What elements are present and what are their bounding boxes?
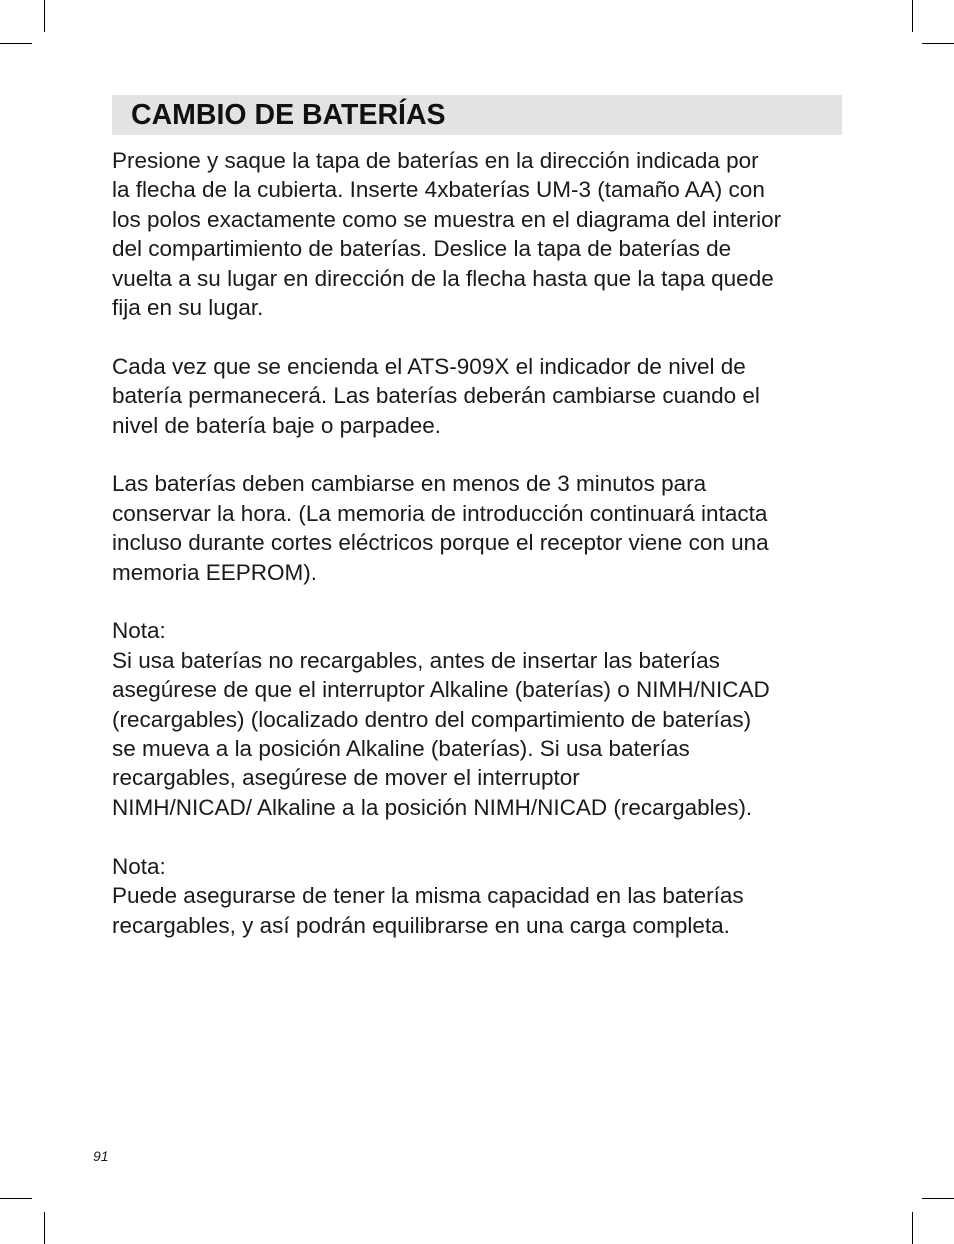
text-line: (recargables) (localizado dentro del compartimiento de baterías) bbox=[112, 706, 752, 732]
body-text bbox=[112, 146, 847, 940]
text-line: NIMH/NICAD/ Alkaline a la posición NIMH/NICAD (recargables). bbox=[112, 794, 753, 820]
text-line: se mueva a la posición Alkaline (baterías). Si usa baterías bbox=[112, 736, 690, 762]
crop-mark bbox=[0, 43, 32, 44]
crop-mark bbox=[922, 43, 954, 44]
text-line: Presione y saque la tapa de baterías en la dirección indicada por bbox=[112, 148, 759, 173]
crop-mark bbox=[0, 1198, 32, 1199]
text-line: la flecha de la cubierta. Inserte 4xbaterías UM-3 (tamaño AA) con bbox=[112, 177, 765, 203]
section-heading: CAMBIO DE BATERÍAS bbox=[131, 99, 446, 131]
text-line: asegúrese de que el interruptor Alkaline (baterías) o NIMH/NICAD bbox=[112, 677, 770, 703]
paragraph-battery-change-time bbox=[112, 469, 847, 587]
section-heading-bar bbox=[112, 95, 842, 135]
text-line: Nota: bbox=[112, 853, 166, 879]
text-line: vuelta a su lugar en dirección de la flecha hasta que la tapa quede bbox=[112, 265, 774, 291]
text-line: fija en su lugar. bbox=[112, 295, 264, 321]
text-line: Si usa baterías no recargables, antes de insertar las baterías bbox=[112, 647, 720, 673]
text-line: recargables, y así podrán equilibrarse en una carga completa. bbox=[112, 912, 730, 938]
crop-mark bbox=[912, 0, 913, 32]
text-line: Nota: bbox=[112, 618, 166, 644]
crop-mark bbox=[922, 1198, 954, 1199]
text-line: nivel de batería baje o parpadee. bbox=[112, 412, 441, 438]
text-line: incluso durante cortes eléctricos porque el receptor viene con una bbox=[112, 530, 769, 556]
text-line: del compartimiento de baterías. Deslice la tapa de baterías de bbox=[112, 236, 732, 262]
text-line: recargables, asegúrese de mover el interruptor bbox=[112, 765, 580, 791]
paragraph-battery-indicator bbox=[112, 352, 847, 440]
page-number: 91 bbox=[93, 1148, 109, 1164]
text-line: memoria EEPROM). bbox=[112, 559, 318, 585]
text-line: Las baterías deben cambiarse en menos de 3 minutos para bbox=[112, 471, 707, 497]
crop-mark bbox=[912, 1212, 913, 1244]
paragraph-battery-install bbox=[112, 146, 847, 322]
text-line: Cada vez que se encienda el ATS-909X el indicador de nivel de bbox=[112, 353, 746, 379]
text-line: conservar la hora. (La memoria de introducción continuará intacta bbox=[112, 500, 768, 526]
crop-mark bbox=[44, 0, 45, 32]
crop-mark bbox=[44, 1212, 45, 1244]
text-line: batería permanecerá. Las baterías deberán cambiarse cuando el bbox=[112, 383, 760, 409]
paragraph-note-switch bbox=[112, 616, 847, 822]
text-line: Puede asegurarse de tener la misma capacidad en las baterías bbox=[112, 883, 744, 909]
text-line: los polos exactamente como se muestra en el diagrama del interior bbox=[112, 206, 782, 232]
paragraph-note-capacity bbox=[112, 852, 847, 940]
